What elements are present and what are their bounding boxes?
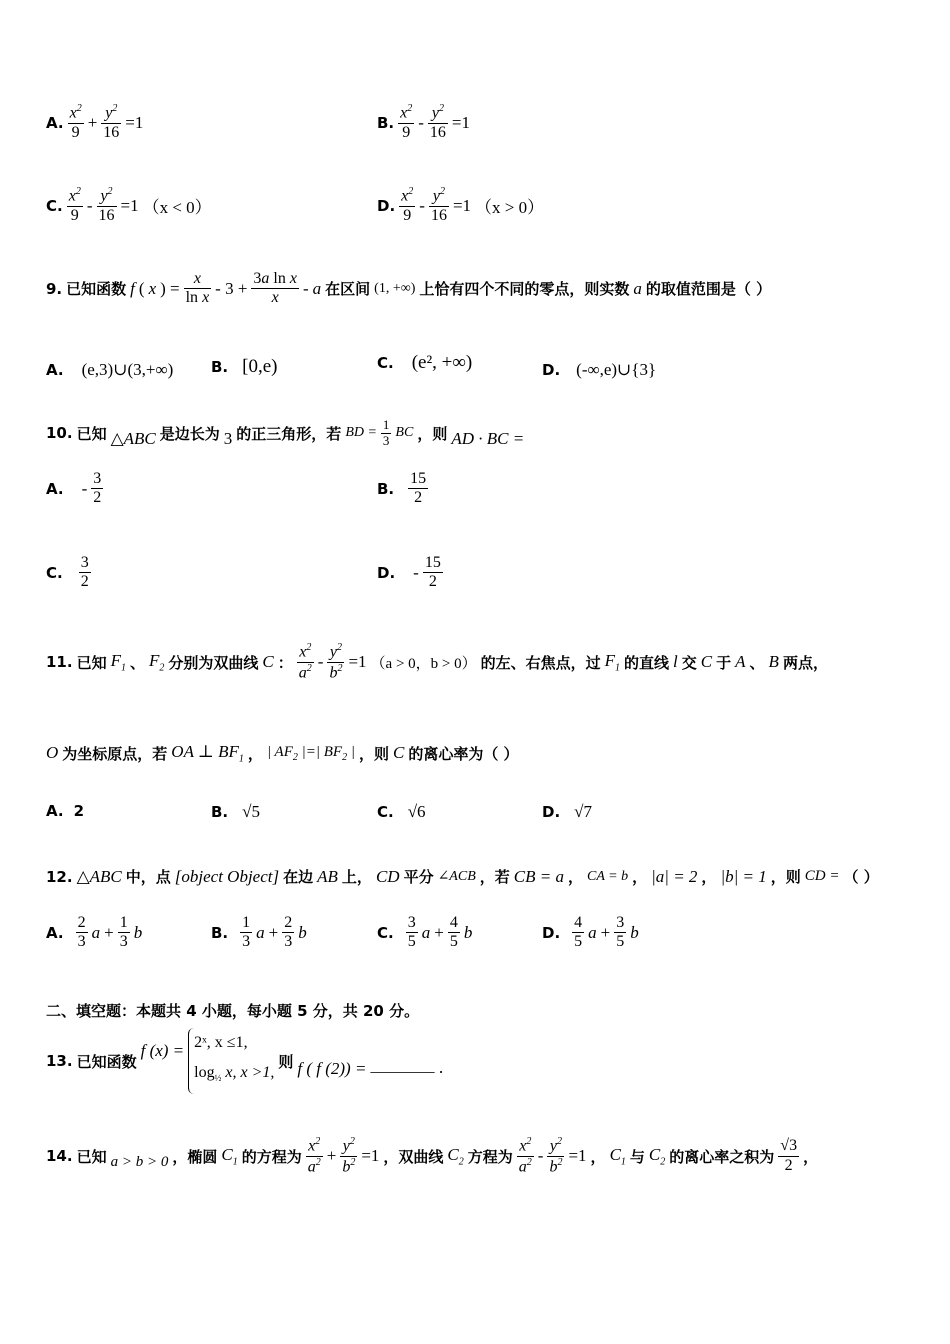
curve-c: C bbox=[700, 652, 713, 672]
text: 交 bbox=[681, 653, 697, 672]
q13-stem bbox=[46, 1024, 444, 1098]
q11-stem-line2 bbox=[46, 742, 519, 764]
side-length: 3 bbox=[223, 429, 233, 449]
q9-stem: 9. 已知函数 f ( x ) = $\frac{x}{\text{ln x}}$ - 3 + $\frac{\text{3a ln x}}{x}$ - a 在区间 (1, +∞) 上恰有四个不同的零点，则实数 a 的取值范围是（ ） bbox=[46, 270, 772, 307]
text: ： bbox=[277, 653, 293, 672]
text: 上恰有四个不同的零点，则实数 bbox=[419, 280, 630, 299]
text: 则 bbox=[278, 1052, 294, 1071]
text: 已知 bbox=[76, 653, 107, 672]
fraction: $\frac{y^2}{b^2}$ bbox=[329, 642, 343, 682]
q8-option-c: C. $\frac{x^2}{9}$ - $\frac{y^2}{16}$ =1 （x < 0） bbox=[46, 186, 212, 224]
text: ，双曲线 bbox=[383, 1147, 444, 1166]
q12-option-b: B. $\frac{1}{3}$ a + $\frac{2}{3}$ b bbox=[211, 914, 307, 951]
option-value: √7 bbox=[574, 802, 592, 821]
text: . bbox=[438, 1057, 444, 1077]
question-number: 12. bbox=[46, 867, 73, 886]
text: ，则 bbox=[770, 868, 801, 886]
option-label: C. bbox=[46, 196, 63, 215]
curve-c: C bbox=[392, 743, 405, 763]
q10-option-a: A. - $\frac{3}{2}$ bbox=[46, 470, 102, 507]
option-label: B. bbox=[211, 358, 229, 376]
option-value: √6 bbox=[407, 802, 426, 821]
focus-f2: $F_2$ bbox=[149, 651, 165, 674]
fraction: $\frac{y^2}{16}$ bbox=[430, 186, 447, 224]
fraction: $\frac{x^2}{9}$ bbox=[400, 103, 413, 141]
option-label: D. bbox=[377, 196, 396, 215]
text: 中，点 bbox=[125, 868, 171, 886]
composite-expression: f ( f (2)) = bbox=[297, 1059, 367, 1078]
option-value: [0,e) bbox=[242, 356, 278, 377]
equation-rhs: =1 bbox=[451, 112, 471, 132]
condition: （x < 0） bbox=[142, 198, 212, 218]
option-label: B. bbox=[211, 923, 229, 942]
q11-option-a bbox=[46, 802, 84, 820]
text: ， bbox=[803, 1147, 819, 1166]
question-number: 11. bbox=[46, 653, 73, 672]
q12-option-d: D. $\frac{4}{5}$ a + $\frac{3}{5}$ b bbox=[542, 914, 639, 951]
text: 的正三角形，若 bbox=[236, 424, 342, 443]
fraction: $\frac{x^2}{a^2}$ bbox=[307, 1136, 321, 1176]
text: 与 bbox=[629, 1147, 645, 1166]
angle: ∠ACB bbox=[437, 869, 476, 884]
text: 为坐标原点，若 bbox=[62, 744, 168, 763]
question-number: 13. bbox=[46, 1052, 73, 1070]
vector-ca: CA = b bbox=[586, 868, 629, 884]
text: 已知 bbox=[76, 424, 107, 443]
text: 已知 bbox=[76, 1147, 107, 1166]
line-l: l bbox=[673, 652, 678, 672]
text: 分别为双曲线 bbox=[168, 653, 259, 672]
fraction: $\frac{x^2}{a^2}$ bbox=[518, 1136, 532, 1176]
text: 的取值范围是（ ） bbox=[645, 280, 772, 299]
text: ，若 bbox=[479, 868, 510, 886]
vector-bc: BC bbox=[395, 425, 414, 441]
option-label: D. bbox=[377, 563, 396, 582]
q11-option-b bbox=[211, 802, 260, 822]
option-value: (e,3)∪(3,+∞) bbox=[81, 360, 174, 379]
option-label: D. bbox=[542, 923, 561, 942]
dot-product: AD · BC = bbox=[451, 429, 525, 449]
fraction: $\frac{y^2}{b^2}$ bbox=[549, 1136, 563, 1176]
equation-rhs: =1 bbox=[452, 195, 472, 215]
vector-cb: CB = a bbox=[513, 866, 564, 886]
q12-option-c: C. $\frac{3}{5}$ a + $\frac{4}{5}$ b bbox=[377, 914, 473, 951]
text: 的方程为 bbox=[241, 1147, 302, 1166]
piecewise bbox=[188, 1028, 274, 1093]
focus-f1: $F_1$ bbox=[110, 651, 126, 674]
text: 是边长为 bbox=[159, 424, 220, 443]
option-value-fraction: $\frac{15}{2}$ bbox=[424, 554, 441, 591]
variable: a bbox=[633, 278, 642, 298]
case-2: $\log_{\frac{1}{2}} x$, x >1, bbox=[194, 1064, 275, 1084]
segment-ab: AB bbox=[317, 866, 338, 886]
option-label: A. bbox=[46, 923, 64, 942]
fraction: $\frac{y^2}{16}$ bbox=[103, 103, 120, 141]
triangle: △ABC bbox=[110, 429, 156, 449]
hyperbola-c2: $C_2$ bbox=[447, 1145, 464, 1168]
segment-cd: CD bbox=[375, 866, 400, 886]
fraction: $\frac{x^2}{9}$ bbox=[68, 186, 81, 224]
condition: （a > 0，b > 0） bbox=[370, 655, 477, 672]
section-title: 二、填空题：本题共 4 小题，每小题 5 分，共 20 分。 bbox=[46, 1002, 420, 1020]
q10-option-d: D. - $\frac{15}{2}$ bbox=[377, 554, 441, 591]
option-value-fraction: $\frac{3}{2}$ bbox=[80, 554, 89, 591]
text: 、 bbox=[749, 653, 765, 672]
function-name: f bbox=[130, 278, 135, 298]
q9-option-b bbox=[211, 356, 277, 378]
option-label: A. bbox=[46, 479, 64, 498]
point-a: A bbox=[735, 652, 746, 672]
fraction: $\frac{x^2}{a^2}$ bbox=[298, 642, 312, 682]
option-label: B. bbox=[211, 803, 229, 821]
q11-stem-line1: 11. 已知 $F_1$ 、 $F_2$ 分别为双曲线 C ： $\frac{x^2}{a^2}$ - $\frac{y^2}{b^2}$ =1 （a > 0，b > 0） 的左、右焦点，过 $F_1$ 的直线 l 交 C 于 A 、 B 两点， bbox=[46, 642, 828, 682]
condition: a > b > 0 bbox=[110, 1153, 169, 1170]
q11-option-c bbox=[377, 802, 426, 822]
condition-equal: | $AF_2$ |=| $BF_2$ | bbox=[266, 743, 355, 763]
fraction: $\frac{y^2}{b^2}$ bbox=[342, 1136, 356, 1176]
text: 在边 bbox=[283, 868, 314, 886]
fraction: $\frac{x^2}{9}$ bbox=[401, 186, 414, 224]
magnitude-b: |b| = 1 bbox=[720, 866, 767, 886]
curve-c: C bbox=[262, 652, 274, 672]
text: 已知函数 bbox=[66, 280, 127, 299]
text: 在区间 bbox=[325, 280, 371, 299]
option-value: 2 bbox=[73, 802, 85, 820]
option-label: B. bbox=[377, 113, 395, 132]
option-label: C. bbox=[377, 354, 394, 372]
fraction: $\frac{1}{3}$ bbox=[382, 417, 390, 448]
vector-bd: BD = bbox=[345, 425, 377, 441]
text: 方程为 bbox=[467, 1147, 513, 1166]
text: 的左、右焦点，过 bbox=[480, 653, 601, 672]
fraction: $\frac{x^2}{9}$ bbox=[69, 103, 82, 141]
equation-rhs: =1 bbox=[120, 195, 139, 215]
ellipse-c1: $C_1$ bbox=[221, 1145, 238, 1168]
function-def: f (x) = bbox=[140, 1041, 185, 1060]
q8-option-a: A. $\frac{x^2}{9}$ + $\frac{y^2}{16}$ =1 bbox=[46, 103, 144, 141]
option-label: D. bbox=[542, 803, 561, 821]
q10-option-b bbox=[377, 470, 428, 508]
option-value-fraction: $\frac{3}{2}$ bbox=[93, 470, 102, 507]
text: ，则 bbox=[417, 424, 448, 443]
question-number: 10. bbox=[46, 424, 73, 443]
text: 于 bbox=[716, 653, 732, 672]
option-label: C. bbox=[377, 803, 394, 821]
option-value-fraction: $\frac{15}{2}$ bbox=[410, 470, 427, 507]
option-label: C. bbox=[377, 923, 394, 942]
option-value: √5 bbox=[242, 802, 260, 821]
fraction: $\frac{y^2}{16}$ bbox=[98, 186, 115, 224]
text: 的直线 bbox=[624, 653, 670, 672]
text: 已知函数 bbox=[76, 1052, 137, 1071]
text: ，则 bbox=[358, 744, 389, 763]
q12-option-a: A. $\frac{2}{3}$ a + $\frac{1}{3}$ b bbox=[46, 914, 143, 951]
fraction: $\frac{√3}{2}$ bbox=[780, 1137, 798, 1174]
condition: （x > 0） bbox=[475, 198, 545, 218]
text: 两点， bbox=[782, 653, 828, 672]
text: 上， bbox=[341, 868, 372, 886]
q9-option-d bbox=[542, 360, 656, 380]
origin: O bbox=[46, 743, 59, 763]
q9-option-c bbox=[377, 352, 472, 374]
option-label: A. bbox=[46, 802, 64, 820]
q8-option-d: D. $\frac{x^2}{9}$ - $\frac{y^2}{16}$ =1 （x > 0） bbox=[377, 186, 545, 224]
text: ， bbox=[590, 1147, 606, 1166]
option-label: D. bbox=[542, 361, 561, 379]
triangle: △ABC bbox=[76, 866, 122, 886]
text: 平分 bbox=[403, 868, 434, 886]
option-label: B. bbox=[377, 479, 395, 498]
fraction: $\frac{x}{\text{ln x}}$ bbox=[185, 270, 210, 307]
text: （ ） bbox=[843, 868, 879, 886]
q11-option-d bbox=[542, 802, 592, 822]
question-number: 9. bbox=[46, 279, 63, 298]
case-1: 2ˣ, x ≤1, bbox=[194, 1034, 248, 1052]
option-value: (-∞,e)∪{3} bbox=[576, 360, 657, 379]
text: 的离心率之积为 bbox=[669, 1147, 775, 1166]
answer-blank[interactable]: ________ bbox=[370, 1058, 435, 1075]
equation-rhs: =1 bbox=[125, 112, 144, 132]
fraction: $\frac{\text{3a ln x}}{x}$ bbox=[253, 270, 297, 307]
magnitude-a: |a| = 2 bbox=[651, 866, 698, 886]
q14-stem: 14. 已知 a > b > 0 ，椭圆 $C_1$ 的方程为 $\frac{x^2}{a^2}$ + $\frac{y^2}{b^2}$ =1 ，双曲线 $C_2$ 方程为 $\frac{x^2}{a^2}$ - $\frac{y^2}{b^2}$ =1 ， $C_1$ 与 $C_2$ 的离心率之积为 $\frac{√3}{2}$ ， bbox=[46, 1136, 819, 1176]
q9-option-a bbox=[46, 360, 173, 380]
point-d: [object Object] bbox=[174, 866, 280, 886]
option-label: A. bbox=[46, 361, 64, 379]
option-label: C. bbox=[46, 563, 63, 582]
q12-stem: 12. △ABC 中，点 [object Object] 在边 AB 上， CD 平分 ∠ACB ，若 CB = a ， CA = b ， |a| = 2 ， |b| = 1 ，则 CD = （ ） bbox=[46, 866, 879, 886]
option-value: (e², +∞) bbox=[411, 352, 473, 373]
option-label: A. bbox=[46, 113, 64, 132]
vector-cd: CD = bbox=[804, 868, 840, 884]
q10-option-c bbox=[46, 554, 91, 592]
q10-stem bbox=[46, 418, 524, 449]
q8-option-b: B. $\frac{x^2}{9}$ - $\frac{y^2}{16}$ =1 bbox=[377, 103, 471, 141]
interval: (1, +∞) bbox=[374, 280, 416, 296]
condition-perpendicular: OA ⊥ $BF_1$ bbox=[171, 742, 244, 765]
text: ，椭圆 bbox=[172, 1147, 218, 1166]
fraction: $\frac{y^2}{16}$ bbox=[429, 103, 446, 141]
question-number: 14. bbox=[46, 1147, 73, 1166]
text: 的离心率为（ ） bbox=[408, 744, 519, 763]
point-b: B bbox=[768, 652, 779, 672]
text: ， bbox=[247, 744, 263, 763]
text: 、 bbox=[129, 653, 145, 672]
